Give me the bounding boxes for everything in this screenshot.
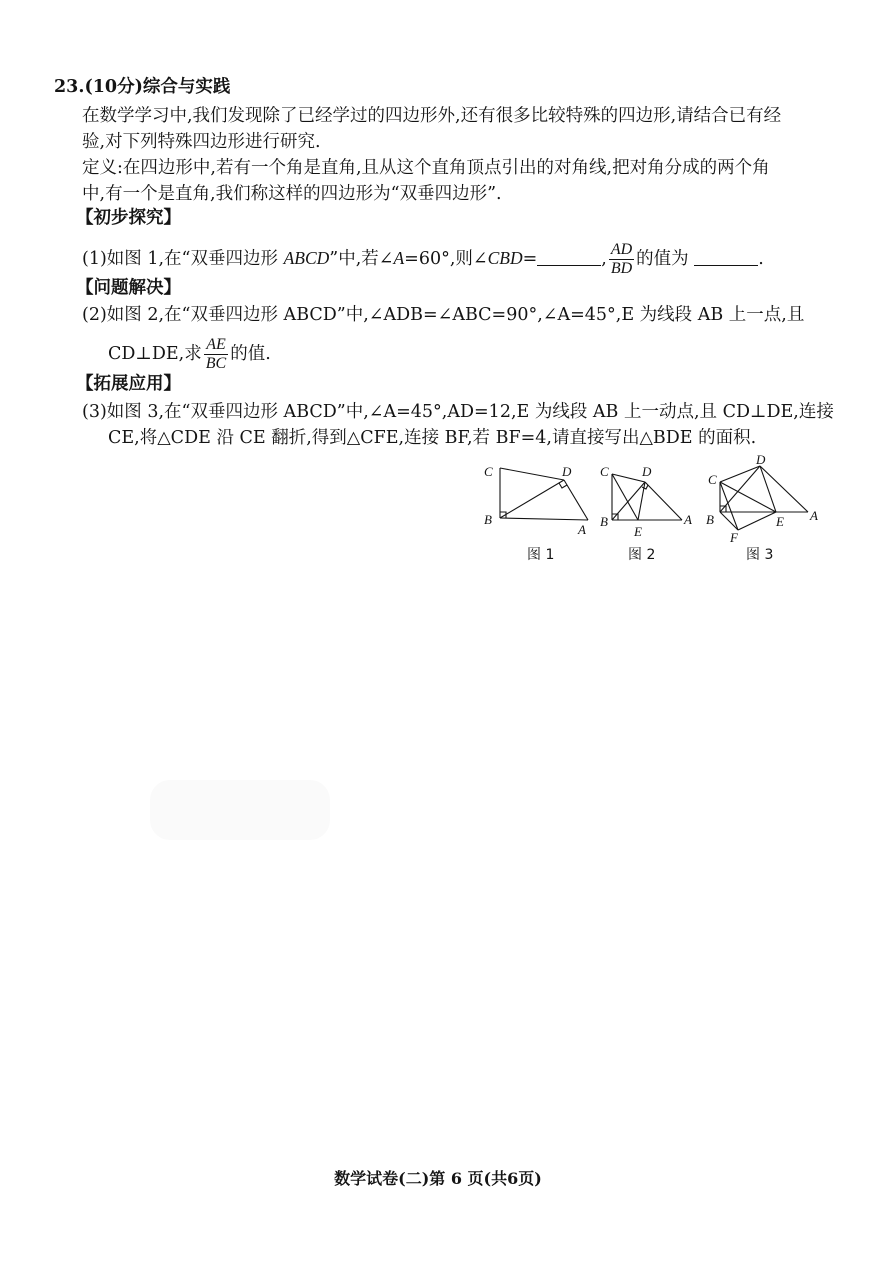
definition-line-2: 中,有一个是直角,我们称这样的四边形为“双垂四边形”.: [82, 184, 502, 204]
fig3-segment-bf: [720, 512, 738, 530]
fig3-diagonal-bd: [720, 466, 760, 512]
fig1-edge-ad: [564, 480, 588, 520]
part1-cbd: CBD: [487, 248, 523, 268]
fig3-label-b: B: [706, 512, 714, 527]
part1-text: [82, 241, 764, 278]
fig2-label-a: A: [684, 512, 692, 527]
part2-line-1: (2)如图 2,在“双垂四边形 ABCD”中,∠ADB=∠ABC=90°,∠A=45°,E 为线段 AB 上一点,且: [82, 305, 805, 325]
figure-2: [612, 474, 682, 520]
figure-3: [720, 466, 808, 530]
fig1-diagonal-bd: [500, 480, 564, 518]
part1-comma: ,: [601, 249, 607, 269]
fig3-label-f: F: [730, 530, 738, 545]
scan-smudge: [150, 780, 330, 840]
fig3-label-d: D: [756, 452, 766, 467]
fraction-ad-bd: [609, 241, 634, 278]
fig1-caption: 图 1: [527, 547, 555, 563]
fig3-segment-fe: [738, 512, 776, 530]
fraction-denominator: BD: [610, 260, 633, 277]
fraction-numerator: AD: [610, 241, 633, 258]
fig3-label-a: A: [810, 508, 818, 523]
section-title-problem: 【问题解决】: [76, 278, 181, 298]
section-title-extension: 【拓展应用】: [76, 374, 181, 394]
fig2-label-e: E: [634, 524, 642, 539]
question-header: 23.(10分)综合与实践: [54, 77, 231, 97]
part1-mid: ”中,若∠: [329, 249, 394, 269]
answer-blank-1[interactable]: [537, 247, 601, 266]
fig1-label-d: D: [562, 464, 572, 479]
fig2-caption: 图 2: [628, 547, 656, 563]
fig2-label-c: C: [600, 464, 609, 479]
fig3-edge-da: [760, 466, 808, 512]
fig3-label-c: C: [708, 472, 717, 487]
figure-1: [500, 468, 588, 520]
part1-abcd: ABCD: [283, 248, 330, 268]
fraction-numerator: AE: [206, 336, 226, 353]
fig1-edge-dc: [500, 468, 564, 480]
fig1-label-c: C: [484, 464, 493, 479]
fig1-edge-ba: [500, 518, 588, 520]
part1-angle-a: A: [393, 248, 405, 268]
intro-line-2: 验,对下列特殊四边形进行研究.: [82, 132, 321, 152]
part2-line-2: [108, 336, 271, 373]
part3-line-1: (3)如图 3,在“双垂四边形 ABCD”中,∠A=45°,AD=12,E 为线段 AB 上一动点,且 CD⊥DE,连接: [82, 402, 834, 422]
fig2-segment-ce: [612, 474, 638, 520]
fig1-label-a: A: [578, 522, 586, 537]
fig1-label-b: B: [484, 512, 492, 527]
fraction-ae-bc: [204, 336, 228, 373]
fig3-edge-cd: [720, 466, 760, 482]
part3-line-2: CE,将△CDE 沿 CE 翻折,得到△CFE,连接 BF,若 BF=4,请直接写出△BDE 的面积.: [108, 428, 757, 448]
fig2-edge-ad: [645, 482, 682, 520]
fig2-edge-dc: [612, 474, 645, 482]
part1-prefix: (1)如图 1,在“双垂四边形: [82, 249, 284, 269]
section-title-preliminary: 【初步探究】: [76, 208, 181, 228]
part1-end: .: [758, 249, 764, 269]
fig3-label-e: E: [776, 514, 784, 529]
figures-area: [476, 452, 826, 570]
fig2-right-angle-d: [642, 485, 648, 489]
fig3-caption: 图 3: [746, 547, 774, 563]
page-footer: 数学试卷(二)第 6 页(共6页): [334, 1169, 542, 1188]
part2-post: 的值.: [230, 344, 271, 364]
part1-tail: 的值为: [636, 249, 689, 269]
intro-line-1: 在数学学习中,我们发现除了已经学过的四边形外,还有很多比较特殊的四边形,请结合已有经: [82, 106, 782, 126]
part2-pre: CD⊥DE,求: [108, 344, 202, 364]
fig2-label-d: D: [642, 464, 652, 479]
part1-eq2: =: [522, 249, 538, 269]
fraction-denominator: BC: [205, 355, 227, 372]
answer-blank-2[interactable]: [694, 247, 758, 266]
part1-eq: =60°,则∠: [404, 249, 488, 269]
definition-line-1: 定义:在四边形中,若有一个角是直角,且从这个直角顶点引出的对角线,把对角分成的两个角: [82, 158, 770, 178]
fig2-label-b: B: [600, 514, 608, 529]
